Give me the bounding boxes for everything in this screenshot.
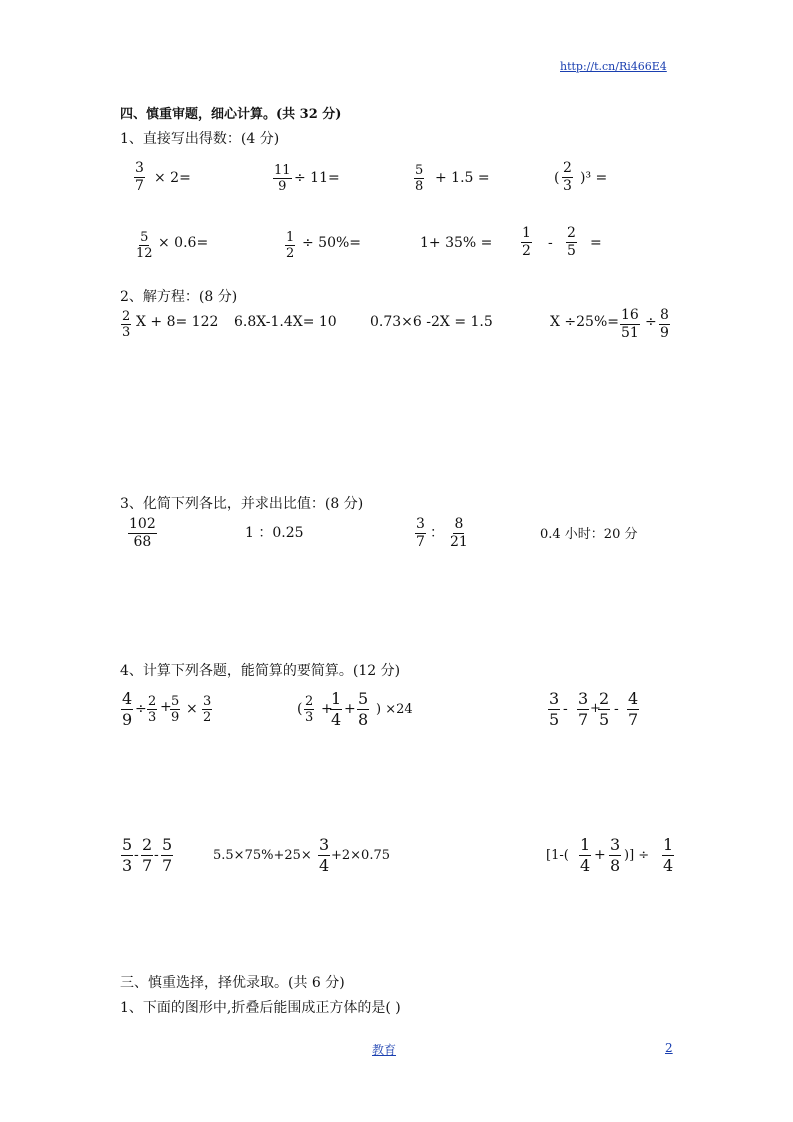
q4c-plus: + — [590, 701, 601, 716]
denominator: 68 — [133, 534, 152, 550]
q2-div: ÷ — [645, 314, 657, 330]
q4c-fraction-3-5 — [548, 689, 560, 730]
denominator: 4 — [580, 856, 591, 875]
numerator: 5 — [122, 835, 133, 854]
q4a-fraction-3-2 — [202, 694, 212, 725]
denominator: 7 — [142, 856, 153, 875]
numerator: 16 — [621, 307, 639, 323]
q4f-plus: + — [594, 847, 606, 863]
numerator: 2 — [567, 225, 576, 241]
q1-op6: ÷ 50%= — [302, 235, 362, 251]
q4e-right: +2×0.75 — [331, 848, 391, 863]
numerator: 3 — [135, 160, 144, 176]
denominator: 7 — [628, 710, 639, 729]
denominator: 8 — [610, 856, 621, 875]
q3-title: 3、化简下列各比，并求出比值：(8 分) — [120, 496, 364, 512]
numerator: 3 — [578, 689, 589, 708]
q4f-close: )] ÷ — [624, 848, 650, 863]
q4c-minus1: - — [563, 701, 568, 717]
q4f-open: [1-( — [546, 848, 569, 863]
q3-fraction-102-68 — [128, 516, 157, 551]
denominator: 12 — [136, 246, 153, 261]
q1-fraction-2-3 — [562, 160, 573, 195]
q4e-fraction-3-4 — [318, 835, 330, 876]
numerator: 2 — [142, 835, 153, 854]
q4b-fraction-5-8 — [357, 689, 369, 730]
numerator: 4 — [122, 689, 133, 708]
numerator: 11 — [274, 163, 291, 178]
q4d-fraction-2-7 — [141, 835, 153, 876]
numerator: 5 — [171, 694, 180, 709]
numerator: 1 — [331, 689, 342, 708]
denominator: 9 — [660, 325, 669, 341]
denominator: 3 — [563, 178, 572, 194]
denominator: 2 — [286, 246, 295, 261]
denominator: 9 — [122, 710, 133, 729]
denominator: 3 — [305, 710, 314, 725]
q1-title: 1、直接写出得数：(4 分) — [120, 131, 280, 147]
denominator: 4 — [331, 710, 342, 729]
q1-fraction-5-12 — [135, 230, 154, 261]
footer-page-number[interactable]: 2 — [665, 1041, 673, 1055]
numerator: 3 — [319, 835, 330, 854]
q1-fraction-5-8 — [414, 163, 424, 194]
q2-fraction-8-9 — [659, 307, 670, 342]
q4b-fraction-2-3 — [304, 694, 314, 725]
q4d-fraction-5-3 — [121, 835, 133, 876]
q1-op5: × 0.6= — [158, 235, 209, 251]
numerator: 8 — [660, 307, 669, 323]
q4d-minus2: - — [154, 847, 159, 863]
denominator: 4 — [319, 856, 330, 875]
denominator: 3 — [122, 325, 131, 340]
q1-op1: × 2= — [154, 170, 191, 186]
q4-title: 4、计算下列各题，能简算的要简算。(12 分) — [120, 663, 401, 679]
denominator: 5 — [549, 710, 560, 729]
q1-fraction-3-7 — [134, 160, 145, 195]
q4e-left: 5.5×75%+25× — [213, 848, 312, 863]
section3-title: 三、慎重选择，择优录取。(共 6 分) — [120, 975, 345, 991]
q4a-div: ÷ — [135, 701, 147, 717]
q4a-fraction-4-9 — [121, 689, 133, 730]
q1-fraction-2-5 — [566, 225, 577, 260]
q1-op3: + 1.5 = — [435, 170, 490, 186]
q2-eq4-left: X ÷25%= — [550, 314, 619, 330]
q1-expr7: 1+ 35% = — [420, 235, 493, 251]
q4a-times: × — [186, 701, 198, 717]
q4c-fraction-3-7 — [577, 689, 589, 730]
denominator: 2 — [522, 243, 531, 259]
q4b-close: ) ×24 — [376, 702, 413, 717]
q1-op4: )³ = — [580, 170, 608, 186]
q3-fraction-8-21 — [449, 516, 469, 551]
denominator: 9 — [278, 179, 287, 194]
q4d-minus1: - — [134, 847, 139, 863]
numerator: 3 — [416, 516, 425, 532]
q4b-open: ( — [297, 701, 303, 717]
q4f-fraction-3-8 — [609, 835, 621, 876]
q2-eq3: 0.73×6 -2X = 1.5 — [370, 314, 493, 330]
numerator: 5 — [162, 835, 173, 854]
denominator: 3 — [148, 710, 157, 725]
q4b-plus1: + — [321, 701, 333, 717]
q4c-minus2: - — [614, 701, 619, 717]
q1-op2: ÷ 11= — [294, 170, 340, 186]
numerator: 2 — [122, 309, 131, 324]
denominator: 5 — [567, 243, 576, 259]
denominator: 21 — [450, 534, 468, 550]
numerator: 5 — [415, 163, 424, 178]
q4a-fraction-5-9 — [170, 694, 180, 725]
q4a-fraction-2-3 — [147, 694, 157, 725]
denominator: 3 — [122, 856, 133, 875]
numerator: 2 — [563, 160, 572, 176]
q1-fraction-1-2b — [521, 225, 532, 260]
section3-q1: 1、下面的图形中,折叠后能围成正方体的是( ) — [120, 1000, 401, 1016]
q4f-fraction-1-4b — [662, 835, 674, 876]
denominator: 2 — [203, 710, 212, 725]
q4a-plus: + — [160, 699, 172, 715]
denominator: 7 — [578, 710, 589, 729]
numerator: 1 — [580, 835, 591, 854]
denominator: 7 — [162, 856, 173, 875]
numerator: 102 — [129, 516, 156, 532]
q1-eq: = — [590, 235, 602, 251]
denominator: 7 — [135, 178, 144, 194]
q4c-fraction-2-5 — [598, 689, 610, 730]
numerator: 8 — [454, 516, 464, 532]
q2-fraction-16-51 — [620, 307, 640, 342]
footer-center-link[interactable]: 教育 — [372, 1043, 397, 1057]
q2-eq1: X + 8= 122 — [136, 314, 219, 330]
denominator: 5 — [599, 710, 610, 729]
denominator: 4 — [663, 856, 674, 875]
q3-fraction-3-7 — [415, 516, 426, 551]
denominator: 8 — [358, 710, 369, 729]
q2-title: 2、解方程：(8 分) — [120, 289, 238, 305]
q1-fraction-1-2a — [285, 230, 295, 261]
q4d-fraction-5-7 — [161, 835, 173, 876]
q4f-fraction-1-4 — [579, 835, 591, 876]
q1-fraction-11-9 — [273, 163, 292, 194]
numerator: 4 — [628, 689, 639, 708]
q1-paren-open: ( — [554, 170, 560, 186]
denominator: 9 — [171, 710, 180, 725]
numerator: 5 — [140, 230, 149, 245]
numerator: 3 — [203, 694, 212, 709]
numerator: 3 — [549, 689, 560, 708]
q2-fraction-2-3 — [121, 309, 131, 340]
numerator: 2 — [305, 694, 314, 709]
q4c-fraction-4-7 — [627, 689, 639, 730]
denominator: 51 — [621, 325, 639, 341]
header-url-link[interactable]: http://t.cn/Ri466E4 — [560, 60, 667, 73]
q1-minus: - — [548, 235, 553, 251]
numerator: 1 — [286, 230, 295, 245]
q4b-fraction-1-4 — [330, 689, 342, 730]
numerator: 2 — [148, 694, 157, 709]
q4b-plus2: + — [344, 701, 356, 717]
q2-eq2: 6.8X-1.4X= 10 — [234, 314, 337, 330]
denominator: 8 — [415, 179, 424, 194]
denominator: 7 — [416, 534, 425, 550]
numerator: 1 — [522, 225, 531, 241]
numerator: 5 — [358, 689, 369, 708]
numerator: 1 — [663, 835, 674, 854]
numerator: 3 — [610, 835, 621, 854]
q3-ratio4: 0.4 小时：20 分 — [540, 527, 638, 542]
numerator: 2 — [599, 689, 610, 708]
q3-colon: ： — [430, 525, 444, 541]
section4-title: 四、慎重审题，细心计算。(共 32 分) — [120, 107, 342, 122]
q3-ratio2: 1 ：0.25 — [245, 525, 304, 541]
